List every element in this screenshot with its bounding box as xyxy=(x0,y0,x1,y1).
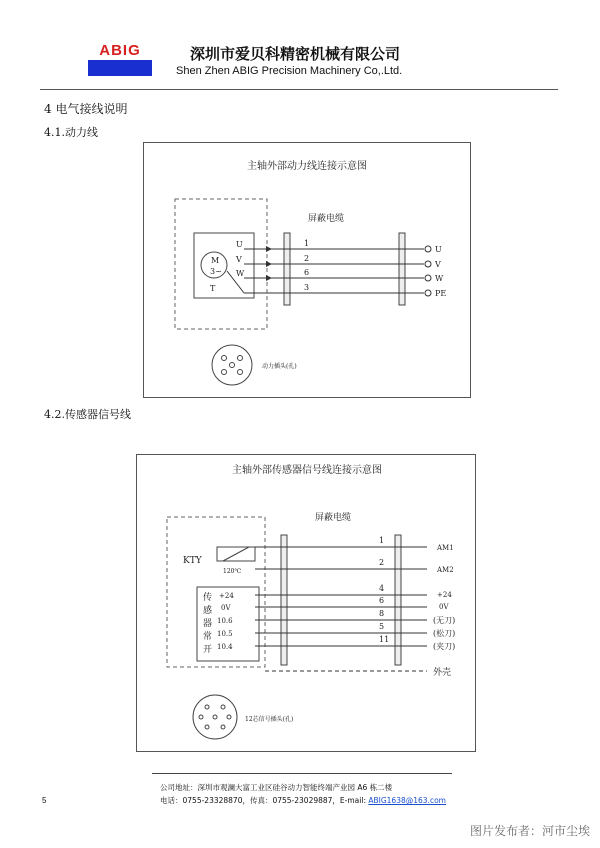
power-terminal-u xyxy=(425,246,431,252)
company-name-en: Shen Zhen ABIG Precision Machinery Co,.Ltd. xyxy=(176,65,403,77)
power-term-label-w: W xyxy=(435,274,444,283)
watermark: 图片发布者：河市尘埃 xyxy=(469,824,590,838)
signal-label-am1: AM1 xyxy=(437,544,454,552)
sensor-pin-24v: +24 xyxy=(219,592,234,600)
power-connector-label: 动力插头(孔) xyxy=(262,363,297,370)
power-wire-number-3: 3 xyxy=(304,283,310,292)
power-pin-t: T xyxy=(210,284,216,293)
motor-label-3: 3~ xyxy=(210,267,222,276)
sensor-char-1: 传 xyxy=(203,593,213,603)
signal-wire-number-4: 4 xyxy=(379,584,385,593)
signal-label-0v: 0V xyxy=(439,603,449,611)
signal-label-24v: +24 xyxy=(437,591,452,599)
power-term-label-v: V xyxy=(435,260,441,269)
power-terminal-pe xyxy=(425,290,431,296)
footer-contact xyxy=(160,795,446,806)
page-number: 5 xyxy=(42,796,47,805)
motor-box xyxy=(194,233,254,298)
power-wire-number-2: 2 xyxy=(304,254,310,263)
logo-bar xyxy=(88,60,152,76)
signal-connector-label: 12芯信号插头(孔) xyxy=(245,716,294,723)
signal-wire-number-2: 2 xyxy=(379,558,385,567)
footer-address: 公司地址：深圳市观澜大富工业区硅谷动力智能终端产业园 A6 栋二楼 xyxy=(160,783,393,792)
footer-divider xyxy=(152,773,452,774)
company-logo: ABIG xyxy=(99,42,141,59)
company-name-cn: 深圳市爱贝科精密机械有限公司 xyxy=(190,45,401,63)
motor-label-m: M xyxy=(211,256,220,265)
power-connector-face xyxy=(212,345,252,385)
power-terminal-w xyxy=(425,275,431,281)
signal-label-unclamp: (松刀) xyxy=(433,629,456,638)
signal-diagram-title: 主轴外部传感器信号线连接示意图 xyxy=(232,465,382,476)
signal-label-am2: AM2 xyxy=(437,566,454,574)
subsection-power-title: 4.1.动力线 xyxy=(44,126,98,139)
power-diagram-svg xyxy=(144,143,470,397)
signal-diagram xyxy=(136,454,476,752)
signal-wire-number-5: 5 xyxy=(379,622,385,631)
kty-label: KTY xyxy=(183,556,202,566)
power-wire-number-1: 1 xyxy=(304,239,310,248)
signal-connector-face xyxy=(193,695,237,739)
signal-wire-number-11: 11 xyxy=(379,635,390,644)
power-pin-w: W xyxy=(236,269,245,278)
signal-label-shell: 外壳 xyxy=(433,668,452,678)
sensor-pin-10-5: 10.5 xyxy=(217,630,233,638)
power-diagram xyxy=(143,142,471,398)
signal-wire-number-8: 8 xyxy=(379,609,385,618)
header-divider xyxy=(40,89,558,90)
section-title: 4 电气接线说明 xyxy=(44,102,128,116)
subsection-signal-title: 4.2.传感器信号线 xyxy=(44,408,131,421)
cable-gland-left xyxy=(284,233,290,305)
power-wire-number-6: 6 xyxy=(304,268,310,277)
power-pin-u: U xyxy=(236,240,243,249)
signal-wire-number-1: 1 xyxy=(379,536,385,545)
power-diagram-title: 主轴外部动力线连接示意图 xyxy=(247,161,367,172)
cable-gland-right xyxy=(399,233,405,305)
sensor-char-4: 常 xyxy=(203,632,213,642)
sensor-pin-0v: 0V xyxy=(221,604,231,612)
power-term-label-u: U xyxy=(435,245,442,254)
kty-temperature: 120℃ xyxy=(223,568,242,575)
power-cable-label: 屏蔽电缆 xyxy=(307,214,345,224)
power-term-label-pe: PE xyxy=(435,289,447,298)
sensor-pin-10-4: 10.4 xyxy=(217,643,233,651)
signal-spindle-housing xyxy=(167,517,265,667)
signal-label-clamp: (夹刀) xyxy=(433,642,456,651)
sensor-char-3: 器 xyxy=(203,619,213,629)
footer-phone-fax: 电话：0755-23328870，传真：0755-23029887，E-mail: xyxy=(160,796,369,805)
footer-email-link[interactable]: ABIG1638@163.com xyxy=(368,796,446,805)
signal-diagram-svg xyxy=(137,455,475,751)
power-terminal-v xyxy=(425,261,431,267)
signal-wire-number-6: 6 xyxy=(379,596,385,605)
signal-label-no-tool: (无刀) xyxy=(433,616,456,625)
power-pin-v: V xyxy=(236,255,242,264)
sensor-char-2: 感 xyxy=(203,606,213,616)
signal-cable-label: 屏蔽电缆 xyxy=(314,513,352,523)
sensor-char-5: 开 xyxy=(203,645,213,655)
sensor-pin-10-6: 10.6 xyxy=(217,617,233,625)
